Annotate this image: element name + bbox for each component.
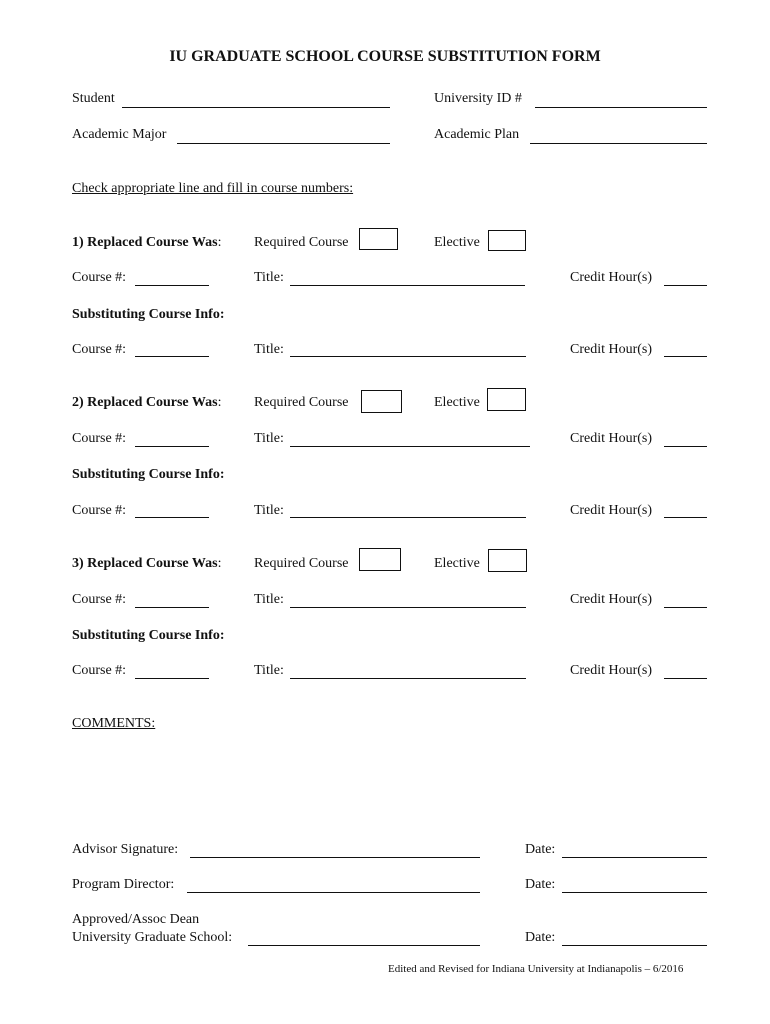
section-1-sub-credit-label: Credit Hour(s) [570,342,653,357]
section-3-course-input-line[interactable] [135,607,209,608]
section-2-elective-checkbox[interactable] [487,388,526,411]
section-1-colon: : [217,235,222,250]
academic-major-label: Academic Major [72,127,167,142]
section-2-sub-credit-label: Credit Hour(s) [570,503,653,518]
section-3-required-checkbox[interactable] [359,548,401,571]
section-2-credit-input-line[interactable] [664,446,707,447]
section-3-sub-title-input-line[interactable] [290,678,526,679]
section-2-required-checkbox[interactable] [361,390,402,413]
university-id-input-line[interactable] [535,107,707,108]
section-3-sub-course-input-line[interactable] [135,678,209,679]
section-2-elective-label: Elective [434,395,480,410]
student-label: Student [72,91,115,106]
section-3-credit-label: Credit Hour(s) [570,592,653,607]
section-2-course-label: Course #: [72,431,127,446]
director-date-label: Date: [525,877,556,892]
section-1-title-input-line[interactable] [290,285,525,286]
section-3-credit-input-line[interactable] [664,607,707,608]
academic-major-input-line[interactable] [177,143,390,144]
section-1-elective-checkbox[interactable] [488,230,526,251]
section-3-elective-checkbox[interactable] [488,549,527,572]
section-2-sub-course-input-line[interactable] [135,517,209,518]
comments-area[interactable] [72,740,707,830]
section-3-title-label: Title: [254,592,284,607]
section-1-required-label: Required Course [254,235,349,250]
section-1-course-input-line[interactable] [135,285,209,286]
assoc-dean-label-line2: University Graduate School: [72,930,233,945]
section-3-sub-title-label: Title: [254,663,284,678]
section-3-sub-credit-input-line[interactable] [664,678,707,679]
comments-heading: COMMENTS: [72,716,156,731]
section-2-heading [72,395,221,411]
section-3-elective-label: Elective [434,556,480,571]
section-1-sub-course-input-line[interactable] [135,356,209,357]
academic-plan-label: Academic Plan [434,127,520,142]
section-2-title-label: Title: [254,431,284,446]
section-1-substituting-heading: Substituting Course Info: [72,307,225,322]
section-3-heading-text: 3) Replaced Course Was [72,556,218,571]
section-2-sub-title-input-line[interactable] [290,517,526,518]
section-1-title-label: Title: [254,270,284,285]
program-director-label: Program Director: [72,877,175,892]
section-2-credit-label: Credit Hour(s) [570,431,653,446]
section-2-colon: : [217,395,222,410]
section-2-heading-text: 2) Replaced Course Was [72,395,218,410]
section-1-course-label: Course #: [72,270,127,285]
assoc-dean-label-line1: Approved/Assoc Dean [72,912,200,927]
section-3-course-label: Course #: [72,592,127,607]
academic-plan-input-line[interactable] [530,143,707,144]
instruction-text: Check appropriate line and fill in course numbers: [72,181,354,196]
section-2-course-input-line[interactable] [135,446,209,447]
section-3-substituting-heading: Substituting Course Info: [72,628,225,643]
section-1-required-checkbox[interactable] [359,228,398,250]
section-1-heading [72,235,221,251]
dean-date-line[interactable] [562,945,707,946]
director-date-line[interactable] [562,892,707,893]
section-1-sub-title-label: Title: [254,342,284,357]
dean-date-label: Date: [525,930,556,945]
section-1-credit-label: Credit Hour(s) [570,270,653,285]
footer-note: Edited and Revised for Indiana University at Indianapolis – 6/2016 [388,963,684,975]
section-1-sub-title-input-line[interactable] [290,356,526,357]
advisor-signature-line[interactable] [190,857,480,858]
section-2-sub-credit-input-line[interactable] [664,517,707,518]
student-input-line[interactable] [122,107,390,108]
section-2-substituting-heading: Substituting Course Info: [72,467,225,482]
university-id-label: University ID # [434,91,522,106]
section-2-sub-course-label: Course #: [72,503,127,518]
section-3-required-label: Required Course [254,556,349,571]
section-1-credit-input-line[interactable] [664,285,707,286]
advisor-date-line[interactable] [562,857,707,858]
section-3-sub-course-label: Course #: [72,663,127,678]
section-3-heading [72,556,221,572]
program-director-line[interactable] [187,892,480,893]
section-2-sub-title-label: Title: [254,503,284,518]
advisor-signature-label: Advisor Signature: [72,842,179,857]
section-1-elective-label: Elective [434,235,480,250]
section-1-heading-text: 1) Replaced Course Was [72,235,218,250]
section-1-sub-credit-input-line[interactable] [664,356,707,357]
section-3-title-input-line[interactable] [290,607,526,608]
section-1-sub-course-label: Course #: [72,342,127,357]
section-3-sub-credit-label: Credit Hour(s) [570,663,653,678]
section-2-required-label: Required Course [254,395,349,410]
advisor-date-label: Date: [525,842,556,857]
section-2-title-input-line[interactable] [290,446,530,447]
page-title: IU GRADUATE SCHOOL COURSE SUBSTITUTION FORM [169,48,601,65]
assoc-dean-signature-line[interactable] [248,945,480,946]
section-3-colon: : [217,556,222,571]
